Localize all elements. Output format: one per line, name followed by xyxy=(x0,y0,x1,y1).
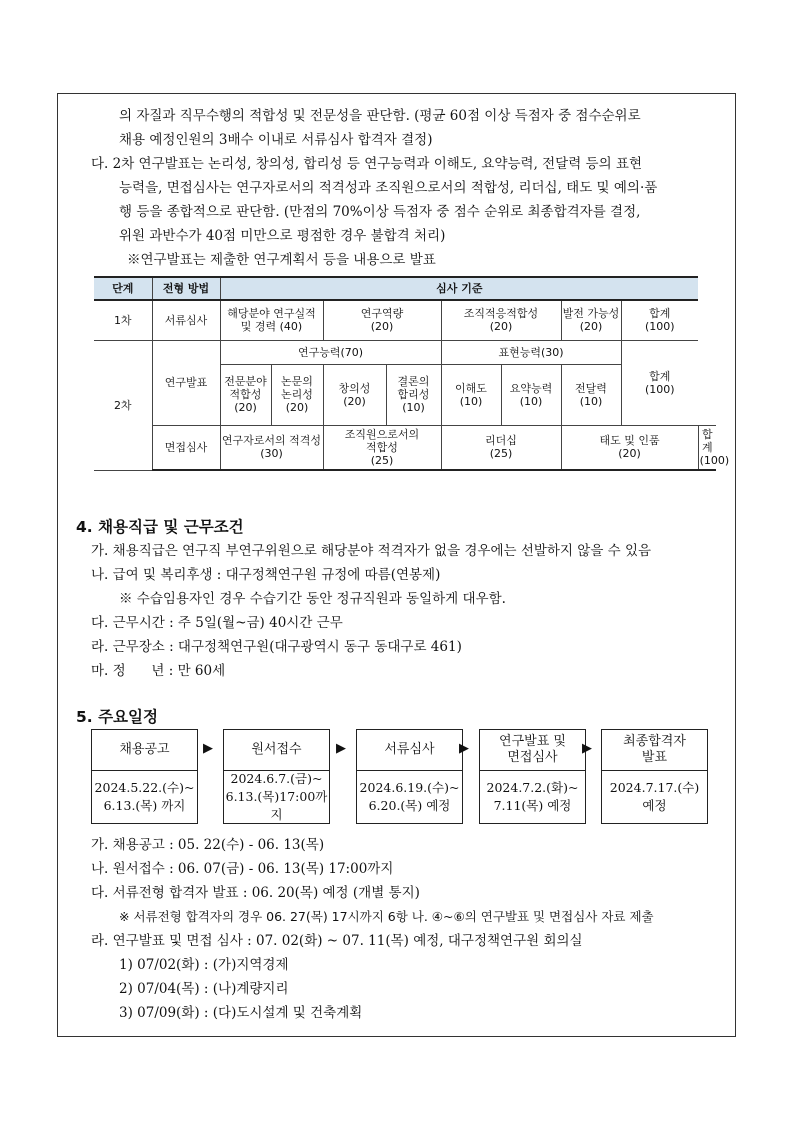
section5-title: 5. 주요일정 xyxy=(76,708,158,726)
criteria-cell: 연구자로서의 적격성 (30) xyxy=(220,425,323,470)
flow-step-final-announcement: 최종합격자 발표 2024.7.17.(수) 예정 xyxy=(601,729,708,824)
section4-line: 다. 근무시간 : 주 5일(월~금) 40시간 근무 xyxy=(91,615,343,631)
criteria-cell: 전문분야 적합성 (20) xyxy=(220,364,271,425)
criteria-cell: 창의성 (20) xyxy=(323,364,386,425)
intro-line: 다. 2차 연구발표는 논리성, 창의성, 합리성 등 연구능력과 이해도, 요약능력, 전달력 등의 표현 xyxy=(91,156,643,172)
total-cell: 합계 (100) xyxy=(621,300,698,340)
method-cell: 연구발표 xyxy=(152,340,220,425)
criteria-cell: 결론의 합리성 (10) xyxy=(386,364,441,425)
flow-step-presentation-interview: 연구발표 및 면접심사 2024.7.2.(화)~ 7.11(목) 예정 xyxy=(479,729,586,824)
criteria-cell: 이해도 (10) xyxy=(441,364,501,425)
section4-line: 마. 정 년 : 만 60세 xyxy=(91,663,226,679)
criteria-cell: 연구역량 (20) xyxy=(323,300,441,340)
criteria-cell: 전달력 (10) xyxy=(561,364,621,425)
header-stage: 단계 xyxy=(94,277,152,300)
group-cell: 표현능력(30) xyxy=(441,340,621,364)
criteria-cell: 요약능력 (10) xyxy=(501,364,561,425)
evaluation-table xyxy=(94,276,730,471)
table-header-row xyxy=(94,277,716,300)
table-row-interview xyxy=(94,425,716,470)
table-row-stage1 xyxy=(94,300,716,340)
total-cell: 합계 (100) xyxy=(698,425,716,470)
group-cell: 연구능력(70) xyxy=(220,340,441,364)
intro-note: ※연구발표는 제출한 연구계획서 등을 내용으로 발표 xyxy=(127,252,436,268)
intro-line: 능력을, 면접심사는 연구자로서의 적격성과 조직원으로서의 적합성, 리더십, 태도 및 예의·품 xyxy=(119,180,658,196)
schedule-line: 나. 원서접수 : 06. 07(금) - 06. 13(목) 17:00까지 xyxy=(91,861,394,877)
section4-line: 나. 급여 및 복리후생 : 대구정책연구원 규정에 따름(연봉제) xyxy=(91,567,441,583)
stage-cell: 2차 xyxy=(94,340,152,470)
stage-cell: 1차 xyxy=(94,300,152,340)
flow-step-posting: 채용공고 2024.5.22.(수)~ 6.13.(목) 까지 xyxy=(91,729,198,824)
criteria-cell: 논문의 논리성 (20) xyxy=(271,364,323,425)
schedule-subline: 2) 07/04(목) : (나)계량지리 xyxy=(119,981,289,997)
criteria-cell: 조직적응적합성 (20) xyxy=(441,300,561,340)
header-criteria: 심사 기준 xyxy=(220,277,698,300)
section4-title: 4. 채용직급 및 근무조건 xyxy=(76,518,244,536)
schedule-line: 가. 채용공고 : 05. 22(수) - 06. 13(목) xyxy=(91,837,325,853)
section4-line: 라. 근무장소 : 대구정책연구원(대구광역시 동구 동대구로 461) xyxy=(91,639,462,655)
intro-line: 채용 예정인원의 3배수 이내로 서류심사 합격자 결정) xyxy=(119,132,433,148)
method-cell: 서류심사 xyxy=(152,300,220,340)
schedule-line: 다. 서류전형 합격자 발표 : 06. 20(목) 예정 (개별 통지) xyxy=(91,885,420,901)
criteria-cell: 해당분야 연구실적 및 경력 (40) xyxy=(220,300,323,340)
criteria-cell: 조직원으로서의 적합성 (25) xyxy=(323,425,441,470)
section4-note: ※ 수습임용자인 경우 수습기간 동안 정규직원과 동일하게 대우함. xyxy=(119,591,506,607)
schedule-subline: 1) 07/02(화) : (가)지역경제 xyxy=(119,957,289,973)
intro-line: 위원 과반수가 40점 미만으로 평점한 경우 불합격 처리) xyxy=(119,228,446,244)
arrow-icon: ▶ xyxy=(203,741,213,756)
arrow-icon: ▶ xyxy=(459,741,469,756)
flow-step-application: 원서접수 2024.6.7.(금)~ 6.13.(목)17:00까지 xyxy=(223,729,330,824)
flow-step-document-review: 서류심사 2024.6.19.(수)~ 6.20.(목) 예정 xyxy=(356,729,463,824)
schedule-subline: 3) 07/09(화) : (다)도시설계 및 건축계획 xyxy=(119,1005,363,1021)
section4-line: 가. 채용직급은 연구직 부연구위원으로 해당분야 적격자가 없을 경우에는 선발하지 않을 수 있음 xyxy=(91,543,652,559)
header-method: 전형 방법 xyxy=(152,277,220,300)
total-cell: 합계 (100) xyxy=(621,340,698,425)
arrow-icon: ▶ xyxy=(336,741,346,756)
table-row-stage2-group xyxy=(94,340,716,364)
arrow-icon: ▶ xyxy=(582,741,592,756)
criteria-cell: 태도 및 인품 (20) xyxy=(561,425,698,470)
schedule-note: ※ 서류전형 합격자의 경우 06. 27(목) 17시까지 6항 나. ④~⑥의 연구발표 및 면접심사 자료 제출 xyxy=(119,909,654,924)
schedule-line: 라. 연구발표 및 면접 심사 : 07. 02(화) ~ 07. 11(목) 예정, 대구정책연구원 회의실 xyxy=(91,933,583,949)
method-cell: 면접심사 xyxy=(152,425,220,470)
intro-line: 의 자질과 직무수행의 적합성 및 전문성을 판단함. (평균 60점 이상 득점자 중 점수순위로 xyxy=(119,108,641,124)
criteria-cell: 발전 가능성 (20) xyxy=(561,300,621,340)
criteria-cell: 리더십 (25) xyxy=(441,425,561,470)
intro-line: 행 등을 종합적으로 판단함. (만점의 70%이상 득점자 중 점수 순위로 최종합격자를 결정, xyxy=(119,204,641,220)
